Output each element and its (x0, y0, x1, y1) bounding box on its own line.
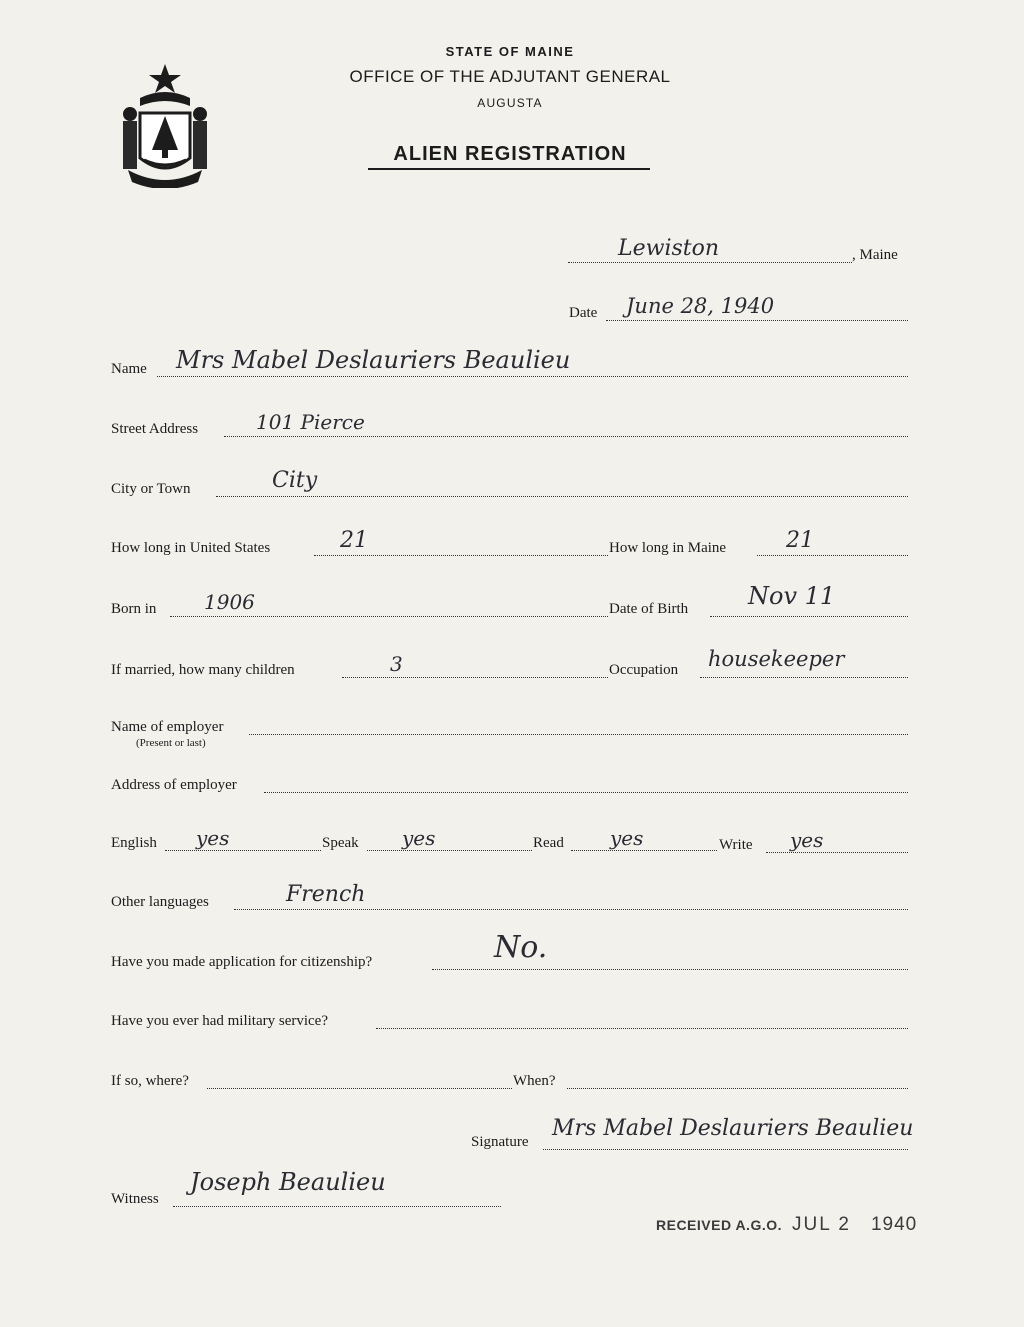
name-line (157, 376, 908, 377)
citizenship-line (432, 969, 908, 970)
title-underline (368, 168, 650, 170)
children-value: 3 (390, 652, 403, 676)
occupation-line (700, 677, 908, 678)
header-city: AUGUSTA (477, 96, 543, 110)
born-in-line (170, 616, 608, 617)
read-value: yes (610, 826, 644, 850)
witness-label: Witness (111, 1191, 159, 1207)
dob-line (710, 616, 908, 617)
name-label: Name (111, 361, 147, 377)
speak-value: yes (402, 826, 436, 850)
maine-years-label: How long in Maine (609, 540, 727, 556)
military-line (376, 1028, 908, 1029)
us-years-label: How long in United States (111, 540, 271, 556)
employer-note: (Present or last) (136, 737, 206, 749)
occupation-value: housekeeper (708, 647, 845, 671)
citizenship-label: Have you made application for citizenship? (111, 954, 373, 970)
received-stamp (656, 1214, 917, 1236)
name-value: Mrs Mabel Deslauriers Beaulieu (176, 346, 571, 374)
city-value: City (272, 468, 318, 493)
employer-line (249, 734, 908, 735)
employer-address-label: Address of employer (111, 777, 237, 793)
town-value: Lewiston (618, 236, 720, 261)
employer-address-line (264, 792, 908, 793)
when-label: When? (513, 1073, 556, 1089)
header-state: STATE OF MAINE (445, 44, 575, 59)
stamp-year: 1940 (870, 1214, 918, 1235)
other-languages-label: Other languages (111, 894, 209, 910)
dob-label: Date of Birth (609, 601, 689, 617)
speak-label: Speak (322, 835, 359, 851)
stamp-received: RECEIVED A.G.O. (656, 1217, 783, 1233)
stamp-date: JUL 2 (792, 1214, 851, 1235)
date-line (606, 320, 908, 321)
date-value: June 28, 1940 (626, 294, 775, 318)
military-label: Have you ever had military service? (111, 1013, 328, 1029)
dob-value: Nov 11 (748, 582, 836, 610)
street-line (224, 436, 908, 437)
citizenship-value: No. (494, 930, 548, 965)
signature-value: Mrs Mabel Deslauriers Beaulieu (552, 1116, 914, 1141)
employer-label: Name of employer (111, 719, 224, 735)
where-line (207, 1088, 512, 1089)
signature-line (543, 1149, 908, 1150)
other-languages-line (234, 909, 908, 910)
english-label: English (111, 835, 157, 851)
street-value: 101 Pierce (256, 410, 365, 434)
maine-label: , Maine (852, 247, 898, 263)
us-years-line (314, 555, 608, 556)
city-line (216, 496, 908, 497)
city-label: City or Town (111, 481, 191, 497)
when-line (567, 1088, 908, 1089)
write-line (766, 852, 908, 853)
children-label: If married, how many children (111, 662, 295, 678)
read-label: Read (533, 835, 564, 851)
header-office: OFFICE OF THE ADJUTANT GENERAL (349, 67, 671, 86)
maine-years-line (757, 555, 908, 556)
speak-line (367, 850, 532, 851)
english-line (165, 850, 321, 851)
children-line (342, 677, 608, 678)
maine-years-value: 21 (786, 528, 814, 553)
form-title: ALIEN REGISTRATION (393, 143, 627, 165)
us-years-value: 21 (340, 528, 368, 553)
other-languages-value: French (286, 882, 366, 907)
born-in-value: 1906 (204, 590, 255, 614)
date-label: Date (569, 305, 598, 321)
write-label: Write (719, 837, 753, 853)
witness-value: Joseph Beaulieu (190, 1168, 386, 1196)
born-in-label: Born in (111, 601, 157, 617)
street-label: Street Address (111, 421, 199, 437)
where-label: If so, where? (111, 1073, 189, 1089)
witness-line (173, 1206, 501, 1207)
read-line (571, 850, 717, 851)
occupation-label: Occupation (609, 662, 679, 678)
signature-label: Signature (471, 1134, 529, 1150)
town-line (568, 262, 852, 263)
english-value: yes (196, 826, 230, 850)
state-seal-icon (110, 58, 220, 188)
write-value: yes (790, 828, 824, 852)
